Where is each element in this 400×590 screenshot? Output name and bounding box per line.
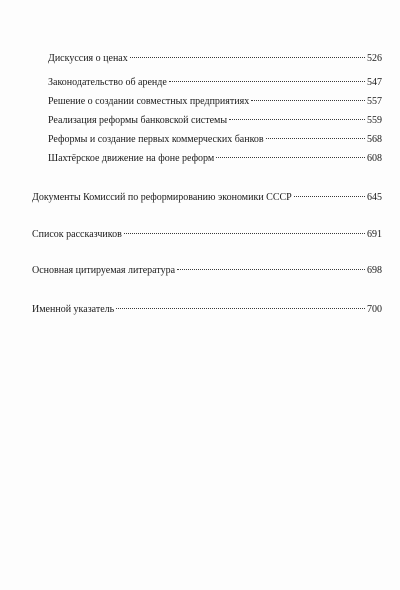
dot-leader	[169, 81, 365, 82]
toc-entry	[48, 77, 382, 89]
toc-entry	[32, 304, 382, 316]
toc-entry-title: Список рассказчиков	[32, 229, 122, 240]
dot-leader	[251, 100, 365, 101]
toc-entry-page: 645	[367, 192, 382, 203]
toc-entry	[48, 134, 382, 146]
toc-entry-page: 608	[367, 153, 382, 164]
dot-leader	[216, 157, 365, 158]
dot-leader	[294, 196, 365, 197]
toc-entry	[32, 192, 382, 204]
dot-leader	[229, 119, 365, 120]
toc-entry-title: Шахтёрское движение на фоне реформ	[48, 153, 215, 164]
toc-entry-page: 700	[367, 304, 382, 315]
dot-leader	[116, 308, 365, 309]
toc-entry	[32, 265, 382, 277]
toc-entry-page: 559	[367, 115, 382, 126]
toc-entry-page: 526	[367, 53, 382, 64]
dot-leader	[266, 138, 365, 139]
toc-entry	[48, 96, 382, 108]
toc-entry	[48, 53, 382, 65]
toc-entry-title: Основная цитируемая литература	[32, 265, 176, 276]
toc-entry-title: Реализация реформы банковской системы	[48, 115, 228, 126]
toc-entry-title: Дискуссия о ценах	[48, 53, 128, 64]
toc-entry-page: 691	[367, 229, 382, 240]
dot-leader	[177, 269, 365, 270]
toc-entry-page: 698	[367, 265, 382, 276]
dot-leader	[130, 57, 365, 58]
toc-entry-title: Реформы и создание первых коммерческих банков	[48, 134, 264, 145]
toc-entry-title: Решение о создании совместных предприятиях	[48, 96, 250, 107]
toc-entry-title: Документы Комиссий по реформированию экономики СССР	[32, 192, 292, 203]
toc-entry-page: 547	[367, 77, 382, 88]
toc-entry	[32, 229, 382, 241]
dot-leader	[124, 233, 365, 234]
toc-entry	[48, 115, 382, 127]
toc-entry-page: 557	[367, 96, 382, 107]
toc-entry	[48, 153, 382, 165]
toc-entry-title: Именной указатель	[32, 304, 115, 315]
toc-entry-page: 568	[367, 134, 382, 145]
toc-entry-title: Законодательство об аренде	[48, 77, 167, 88]
